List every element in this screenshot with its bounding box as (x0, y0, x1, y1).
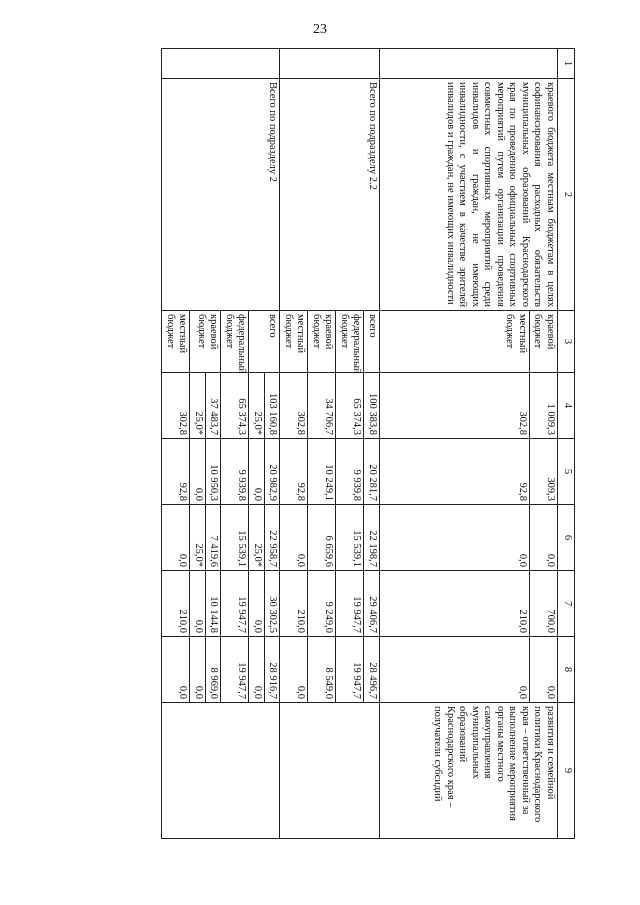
empty-cell (162, 703, 280, 839)
value-cell: 0,0 (380, 637, 530, 703)
value-cell: 9 939,8 (221, 439, 249, 505)
section-label: Всего по подразделу 2.2 (280, 79, 380, 311)
value-cell: 92,8 (380, 439, 530, 505)
value-cell: 92,8 (162, 439, 190, 505)
value-cell: 20 982,9 (265, 439, 281, 505)
value-cell: 19 947,7 (336, 637, 364, 703)
value-cell: 0,0 (162, 505, 190, 571)
value-cell: 0,0 (530, 505, 558, 571)
value-cell: 302,8 (380, 373, 530, 439)
value-cell: 6 659,6 (308, 505, 336, 571)
funding-source: всего (364, 311, 380, 373)
col-header-7: 7 (558, 571, 575, 637)
funding-source: местный бюджет (280, 311, 308, 373)
value-cell: 30 302,5 (265, 571, 281, 637)
table-row (530, 49, 558, 839)
value-cell: 302,8 (280, 373, 308, 439)
value-cell: 0,0 (249, 571, 265, 637)
value-cell: 37 483,7 (206, 373, 222, 439)
empty-cell (280, 703, 380, 839)
activity-description: краевого бюджета местным бюджетам в целях софинансирования расходных обязательств муниципальных образований Краснодарского края по проведению официальных спортивных мероприятий путем организации проведения совместных спортивных мероприятий среди инвалидов и граждан, не имеющих инвалидности, с участием в качестве зрителей инвалидов и граждан, не имеющих инвалидности (380, 79, 558, 311)
value-cell: 28 496,7 (364, 637, 380, 703)
funding-source: местный бюджет (162, 311, 190, 373)
col-header-9: 9 (558, 703, 575, 839)
value-cell: 1 009,3 (530, 373, 558, 439)
col-header-1: 1 (558, 49, 575, 79)
value-cell: 34 706,7 (308, 373, 336, 439)
value-cell: 210,0 (380, 571, 530, 637)
value-cell: 7 419,6 (206, 505, 222, 571)
value-cell: 9 939,8 (336, 439, 364, 505)
table-row (265, 49, 281, 839)
value-cell: 20 281,7 (364, 439, 380, 505)
value-cell: 0,0 (190, 439, 206, 505)
value-cell: 28 916,7 (265, 637, 281, 703)
value-cell: 22 198,7 (364, 505, 380, 571)
value-cell: 8 969,0 (206, 637, 222, 703)
value-cell: 29 406,7 (364, 571, 380, 637)
value-cell: 19 947,7 (336, 571, 364, 637)
value-cell: 22 958,7 (265, 505, 281, 571)
funding-source: всего (249, 311, 280, 373)
value-cell: 0,0 (280, 637, 308, 703)
cell-index (162, 49, 280, 79)
value-cell: 0,0 (190, 637, 206, 703)
value-cell: 700,0 (530, 571, 558, 637)
funding-source: местный бюджет (380, 311, 530, 373)
value-cell: 25,0* (190, 505, 206, 571)
funding-source: краевой бюджет (308, 311, 336, 373)
value-cell: 15 539,1 (221, 505, 249, 571)
value-cell: 10 950,3 (206, 439, 222, 505)
value-cell: 0,0 (530, 637, 558, 703)
col-header-4: 4 (558, 373, 575, 439)
rotated-table-container (85, 48, 575, 838)
value-cell: 0,0 (380, 505, 530, 571)
value-cell: 25,0* (249, 505, 265, 571)
col-header-5: 5 (558, 439, 575, 505)
value-cell: 65 374,3 (221, 373, 249, 439)
col-header-6: 6 (558, 505, 575, 571)
funding-source: федеральный бюджет (336, 311, 364, 373)
cell-index (380, 49, 558, 79)
value-cell: 25,0* (190, 373, 206, 439)
budget-table (162, 48, 576, 839)
col-header-3: 3 (558, 311, 575, 373)
value-cell: 0,0 (162, 637, 190, 703)
value-cell: 210,0 (162, 571, 190, 637)
value-cell: 9 249,0 (308, 571, 336, 637)
value-cell: 10 144,8 (206, 571, 222, 637)
value-cell: 25,0* (249, 373, 265, 439)
header-row (558, 49, 575, 839)
value-cell: 92,8 (280, 439, 308, 505)
value-cell: 100 383,8 (364, 373, 380, 439)
funding-source: краевой бюджет (530, 311, 558, 373)
value-cell: 0,0 (249, 439, 265, 505)
cell-index (280, 49, 380, 79)
value-cell: 103 160,8 (265, 373, 281, 439)
col-header-2: 2 (558, 79, 575, 311)
value-cell: 210,0 (280, 571, 308, 637)
section-label: Всего по подразделу 2 (162, 79, 280, 311)
value-cell: 10 249,1 (308, 439, 336, 505)
value-cell: 19 947,7 (221, 571, 249, 637)
value-cell: 8 549,0 (308, 637, 336, 703)
value-cell: 0,0 (190, 571, 206, 637)
funding-source: федеральный бюджет (221, 311, 249, 373)
value-cell: 0,0 (280, 505, 308, 571)
funding-source: краевой бюджет (190, 311, 221, 373)
value-cell: 0,0 (249, 637, 265, 703)
table-row (364, 49, 380, 839)
page-number: 23 (313, 22, 327, 37)
value-cell: 19 947,7 (221, 637, 249, 703)
value-cell: 309,3 (530, 439, 558, 505)
value-cell: 65 374,3 (336, 373, 364, 439)
value-cell: 302,8 (162, 373, 190, 439)
col-header-8: 8 (558, 637, 575, 703)
responsible-party: развития и семейной политики Краснодарского края – ответственный за выполнение мероприятия органы местного самоуправления муниципальных образований Краснодарского края – получатели субсидий (380, 703, 558, 839)
value-cell: 15 539,1 (336, 505, 364, 571)
